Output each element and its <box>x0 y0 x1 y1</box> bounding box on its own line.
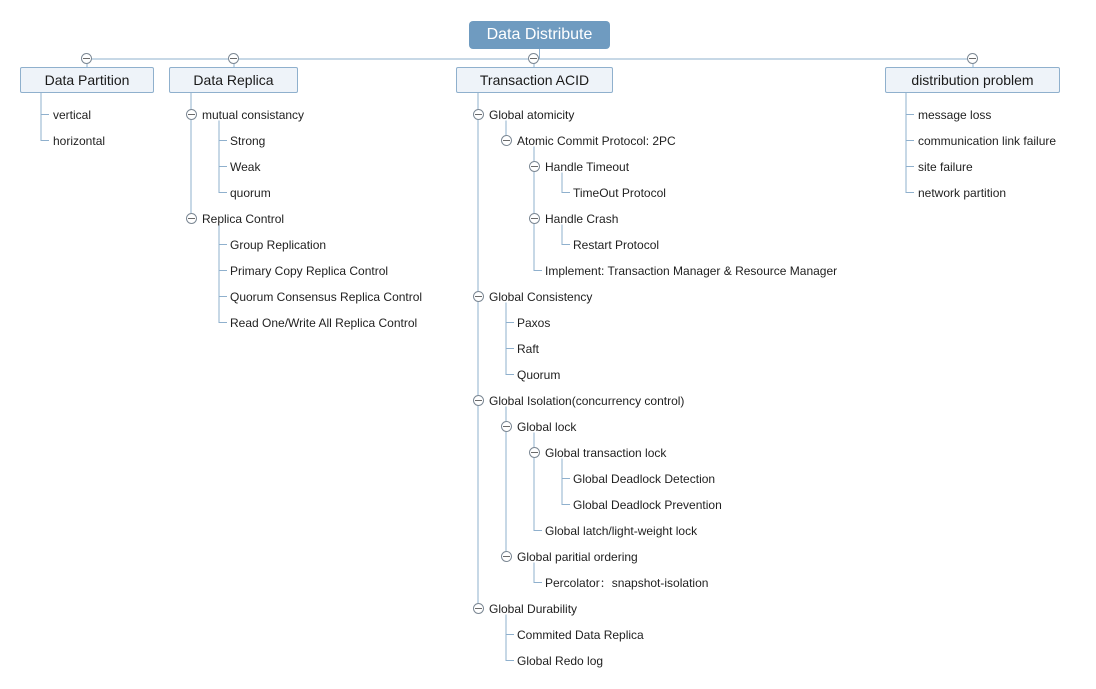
collapse-toggle-icon[interactable] <box>501 551 512 562</box>
node-message-loss[interactable]: message loss <box>918 108 992 122</box>
root-topic[interactable]: Data Distribute <box>469 21 610 49</box>
node-quorum[interactable]: quorum <box>230 186 271 200</box>
collapse-toggle-icon[interactable] <box>473 291 484 302</box>
node-handle-timeout[interactable]: Handle Timeout <box>545 160 630 174</box>
node-restart-protocol[interactable]: Restart Protocol <box>573 238 660 252</box>
collapse-toggle-icon[interactable] <box>501 135 512 146</box>
collapse-toggle-icon[interactable] <box>228 53 239 64</box>
node-weak[interactable]: Weak <box>230 160 261 174</box>
node-group-replication[interactable]: Group Replication <box>230 238 327 252</box>
topic-transaction-acid[interactable]: Transaction ACID <box>456 67 613 93</box>
node-global-atomicity[interactable]: Global atomicity <box>489 108 575 122</box>
node-global-transaction-lock[interactable]: Global transaction lock <box>545 446 667 460</box>
node-quorum-consensus[interactable]: Quorum Consensus Replica Control <box>230 290 423 304</box>
node-atomic-commit-2pc[interactable]: Atomic Commit Protocol: 2PC <box>517 134 676 148</box>
topic-distribution-problem[interactable]: distribution problem <box>885 67 1060 93</box>
collapse-toggle-icon[interactable] <box>473 603 484 614</box>
collapse-toggle-icon[interactable] <box>529 213 540 224</box>
collapse-toggle-icon[interactable] <box>501 421 512 432</box>
node-global-isolation[interactable]: Global Isolation(concurrency control) <box>489 394 685 408</box>
node-mutual-consistancy[interactable]: mutual consistancy <box>202 108 305 122</box>
topic-data-replica[interactable]: Data Replica <box>169 67 298 93</box>
node-vertical[interactable]: vertical <box>53 108 92 122</box>
node-strong[interactable]: Strong <box>230 134 266 148</box>
node-timeout-protocol[interactable]: TimeOut Protocol <box>573 186 666 200</box>
node-deadlock-prevention[interactable]: Global Deadlock Prevention <box>573 498 722 512</box>
node-raft[interactable]: Raft <box>517 342 540 356</box>
collapse-toggle-icon[interactable] <box>528 53 539 64</box>
node-primary-copy[interactable]: Primary Copy Replica Control <box>230 264 389 278</box>
node-global-durability[interactable]: Global Durability <box>489 602 578 616</box>
node-network-partition[interactable]: network partition <box>918 186 1007 200</box>
node-global-latch[interactable]: Global latch/light-weight lock <box>545 524 698 538</box>
node-partial-ordering[interactable]: Global paritial ordering <box>517 550 638 564</box>
node-implement-tm-rm[interactable]: Implement: Transaction Manager & Resource Manager <box>545 264 838 278</box>
node-horizontal[interactable]: horizontal <box>53 134 106 148</box>
collapse-toggle-icon[interactable] <box>529 447 540 458</box>
node-site-failure[interactable]: site failure <box>918 160 973 174</box>
topic-data-partition[interactable]: Data Partition <box>20 67 154 93</box>
node-replica-control[interactable]: Replica Control <box>202 212 285 226</box>
node-percolator[interactable]: Percolator：snapshot-isolation <box>545 576 709 590</box>
node-deadlock-detection[interactable]: Global Deadlock Detection <box>573 472 716 486</box>
collapse-toggle-icon[interactable] <box>967 53 978 64</box>
collapse-toggle-icon[interactable] <box>186 109 197 120</box>
node-commited-data-replica[interactable]: Commited Data Replica <box>517 628 644 642</box>
collapse-toggle-icon[interactable] <box>81 53 92 64</box>
collapse-toggle-icon[interactable] <box>186 213 197 224</box>
node-global-redo-log[interactable]: Global Redo log <box>517 654 604 668</box>
collapse-toggle-icon[interactable] <box>529 161 540 172</box>
node-communication-link-failure[interactable]: communication link failure <box>918 134 1057 148</box>
node-paxos[interactable]: Paxos <box>517 316 551 330</box>
node-global-consistency[interactable]: Global Consistency <box>489 290 593 304</box>
node-handle-crash[interactable]: Handle Crash <box>545 212 619 226</box>
collapse-toggle-icon[interactable] <box>473 109 484 120</box>
collapse-toggle-icon[interactable] <box>473 395 484 406</box>
node-global-lock[interactable]: Global lock <box>517 420 577 434</box>
node-read-one-write-all[interactable]: Read One/Write All Replica Control <box>230 316 418 330</box>
node-quorum-consistency[interactable]: Quorum <box>517 368 561 382</box>
